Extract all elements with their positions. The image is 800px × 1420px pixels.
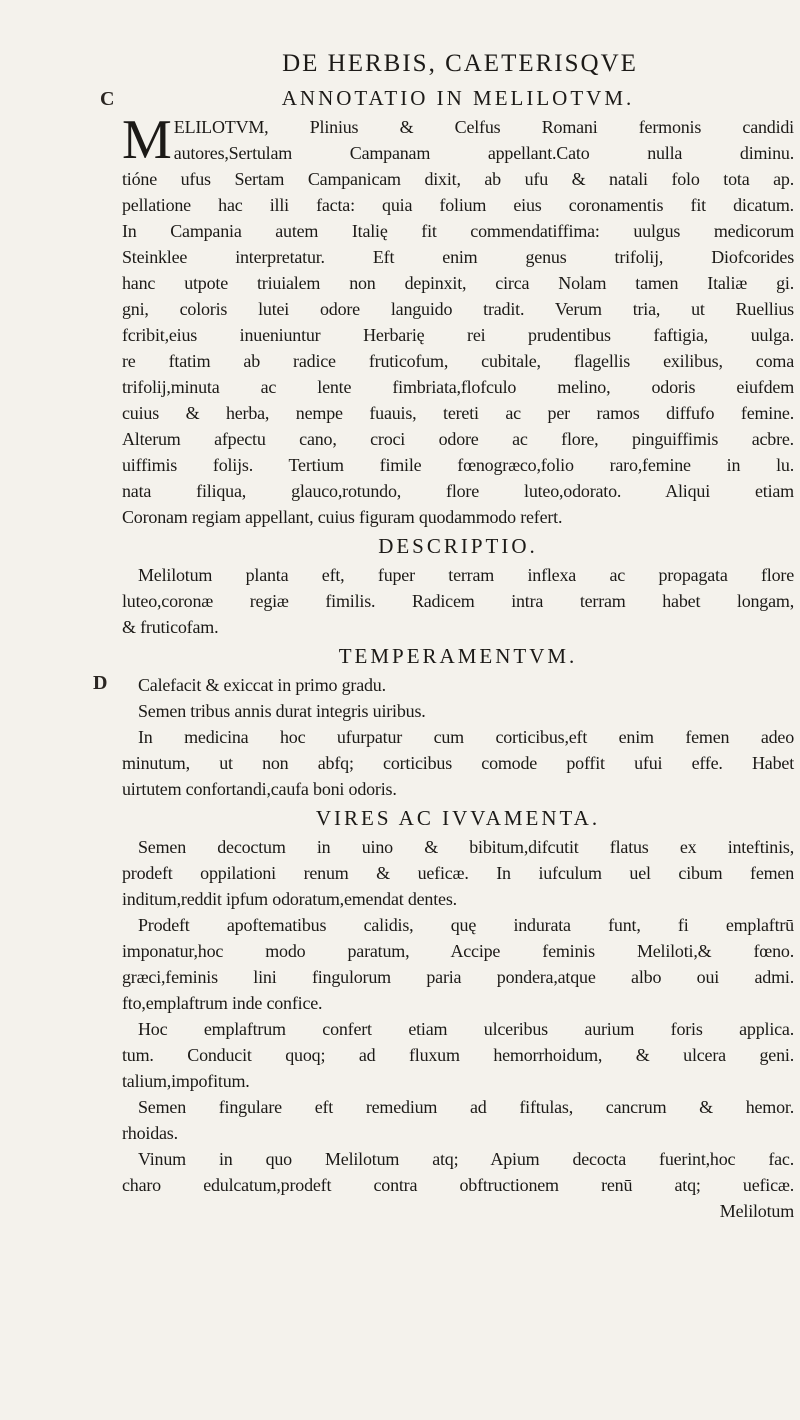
heading-descriptio: DESCRIPTIO. xyxy=(378,534,538,558)
text-line: fto,emplaftrum inde confice. xyxy=(122,993,323,1013)
heading-temperamentum: TEMPERAMENTVM. xyxy=(338,644,578,668)
text-line: & fruticofam. xyxy=(122,617,219,637)
text-line: uirtutem confortandi,caufa boni odoris. xyxy=(122,779,397,799)
text-line: ELILOTVM, Plinius & Celfus Romani fermonis candidi xyxy=(173,117,794,137)
text-line: talium,impofitum. xyxy=(122,1071,250,1091)
text-line: Hoc emplaftrum confert etiam ulceribus aurium foris applica. xyxy=(138,1019,794,1039)
text-line: inditum,reddit ipfum odoratum,emendat dentes. xyxy=(122,889,457,909)
paragraph-descriptio xyxy=(122,562,794,640)
text-line: cuius & herba, nempe fuauis, tereti ac per ramos diffufo femine. xyxy=(122,403,794,423)
text-block xyxy=(122,82,794,1224)
text-line: Semen fingulare eft remedium ad fiftulas, cancrum & hemor. xyxy=(138,1097,794,1117)
text-line: nata filiqua, glauco,rotundo, flore luteo,odorato. Aliqui etiam xyxy=(122,481,794,501)
paragraph-vires xyxy=(122,834,794,1224)
text-line: tum. Conducit quoq; ad fluxum hemorrhoidum, & ulcera geni. xyxy=(122,1045,794,1065)
text-line: hanc utpote triuialem non depinxit, circa Nolam tamen Italiæ gi. xyxy=(122,273,794,293)
text-line: trifolij,minuta ac lente fimbriata,flofculo melino, odoris eiufdem xyxy=(122,377,794,397)
text-line: rhoidas. xyxy=(122,1123,178,1143)
text-line: Calefacit & exiccat in primo gradu. xyxy=(138,675,386,695)
text-line: græci,feminis lini fingulorum paria pondera,atque albo oui admi. xyxy=(122,967,794,987)
text-line: prodeft oppilationi renum & ueficæ. In iufculum uel cibum femen xyxy=(122,863,794,883)
margin-letter-c: C xyxy=(100,88,115,110)
text-line: Steinklee interpretatur. Eft enim genus trifolij, Diofcorides xyxy=(122,247,794,267)
text-line: luteo,coronæ regiæ fimilis. Radicem intra terram habet longam, xyxy=(122,591,794,611)
text-line: Alterum afpectu cano, croci odore ac flore, pinguiffimis acbre. xyxy=(122,429,794,449)
text-line: fcribit,eius inueniuntur Herbarię rei prudentibus faftigia, uulga. xyxy=(122,325,794,345)
margin-letter-d: D xyxy=(93,672,108,694)
catchword: Melilotum xyxy=(719,1201,794,1221)
drop-cap: M xyxy=(122,109,172,171)
text-line: In medicina hoc ufurpatur cum corticibus,eft enim femen adeo xyxy=(138,727,794,747)
text-line: tióne ufus Sertam Campanicam dixit, ab ufu & natali folo tota ap. xyxy=(122,169,794,189)
text-line: Prodeft apoftematibus calidis, quę indurata funt, fi emplaftrū xyxy=(138,915,794,935)
text-line: minutum, ut non abfq; corticibus comode poffit ufui effe. Habet xyxy=(122,753,794,773)
text-line: imponatur,hoc modo paratum, Accipe feminis Meliloti,& fœno. xyxy=(122,941,794,961)
text-line: Vinum in quo Melilotum atq; Apium decocta fuerint,hoc fac. xyxy=(138,1149,794,1169)
text-line: pellatione hac illi facta: quia folium eius coronamentis fit dicatum. xyxy=(122,195,794,215)
text-line: gni, coloris lutei odore languido tradit. Verum tria, ut Ruellius xyxy=(122,299,794,319)
text-line: autores,Sertulam Campanam appellant.Cato nulla diminu. xyxy=(173,143,794,163)
paragraph-temperamentum xyxy=(122,672,794,802)
text-line: re ftatim ab radice fruticofum, cubitale, flagellis exilibus, coma xyxy=(122,351,794,371)
paragraph-annotatio xyxy=(122,109,794,530)
text-line: Semen tribus annis durat integris uiribus. xyxy=(138,701,426,721)
text-line: Coronam regiam appellant, cuius figuram quodammodo refert. xyxy=(122,507,563,527)
heading-annotatio: ANNOTATIO IN MELILOTVM. xyxy=(281,86,635,110)
heading-vires: VIRES AC IVVAMENTA. xyxy=(315,806,601,830)
text-line: In Campania autem Italię fit commendatiffima: uulgus medicorum xyxy=(122,221,794,241)
text-line: charo edulcatum,prodeft contra obftructionem renū atq; ueficæ. xyxy=(122,1175,794,1195)
text-line: Melilotum planta eft, fuper terram inflexa ac propagata flore xyxy=(138,565,794,585)
text-line: Semen decoctum in uino & bibitum,difcutit flatus ex inteftinis, xyxy=(138,837,794,857)
running-head: DE HERBIS, CAETERISQVE xyxy=(282,50,638,77)
text-line: uiffimis folijs. Tertium fimile fœnogræco,folio raro,femine in lu. xyxy=(122,455,794,475)
